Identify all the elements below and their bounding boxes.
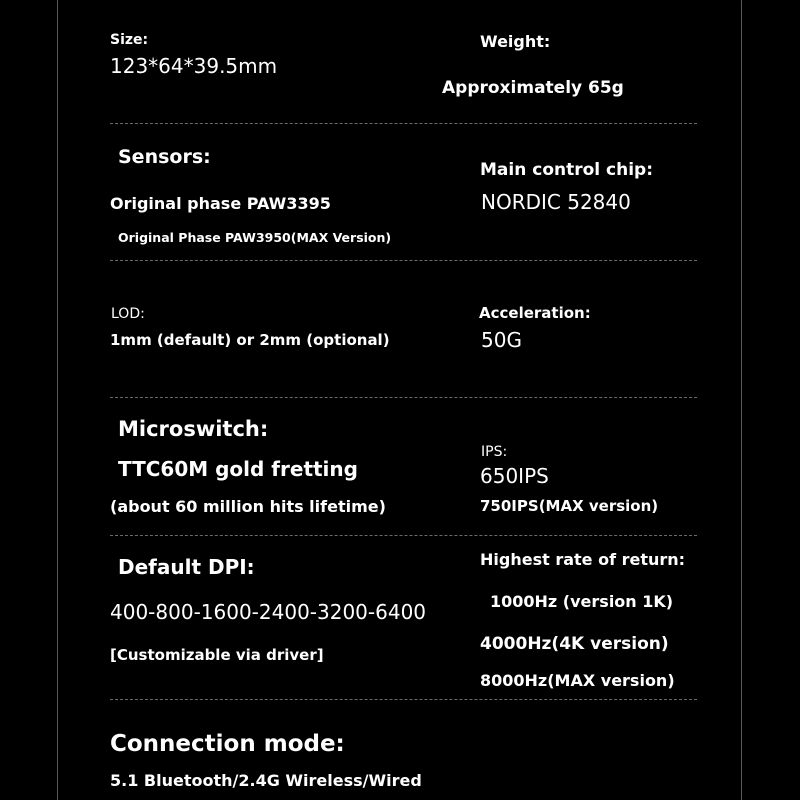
divider	[110, 535, 697, 536]
return-rate-label: Highest rate of return:	[480, 550, 686, 569]
microswitch-label: Microswitch:	[118, 417, 269, 441]
weight-label: Weight:	[480, 32, 551, 51]
divider	[110, 397, 697, 398]
dpi-label: Default DPI:	[118, 555, 255, 579]
return-rate-value-1: 1000Hz (version 1K)	[490, 592, 674, 611]
connection-value: 5.1 Bluetooth/2.4G Wireless/Wired	[110, 771, 422, 790]
weight-value: Approximately 65g	[442, 78, 624, 98]
microswitch-value-1: TTC60M gold fretting	[118, 457, 358, 481]
microswitch-value-2: (about 60 million hits lifetime)	[110, 497, 386, 516]
sensors-label: Sensors:	[118, 146, 211, 168]
sensors-value-1: Original phase PAW3395	[110, 194, 331, 213]
main-chip-label: Main control chip:	[480, 160, 654, 180]
size-label: Size:	[110, 32, 149, 48]
ips-value-2: 750IPS(MAX version)	[480, 497, 659, 515]
dpi-note: [Customizable via driver]	[110, 646, 324, 664]
divider	[110, 260, 697, 261]
lod-value: 1mm (default) or 2mm (optional)	[110, 331, 390, 349]
return-rate-value-2: 4000Hz(4K version)	[480, 634, 669, 654]
connection-label: Connection mode:	[110, 731, 345, 757]
acceleration-label: Acceleration:	[479, 304, 591, 322]
return-rate-value-3: 8000Hz(MAX version)	[480, 671, 675, 690]
ips-label: IPS:	[481, 444, 508, 460]
main-chip-value: NORDIC 52840	[481, 190, 631, 214]
divider	[110, 699, 697, 700]
dpi-value: 400-800-1600-2400-3200-6400	[110, 600, 427, 624]
acceleration-value: 50G	[481, 328, 522, 352]
lod-label: LOD:	[111, 306, 145, 322]
sensors-value-2: Original Phase PAW3950(MAX Version)	[118, 230, 392, 245]
ips-value-1: 650IPS	[480, 464, 549, 488]
divider	[110, 123, 697, 124]
size-value: 123*64*39.5mm	[110, 54, 278, 78]
